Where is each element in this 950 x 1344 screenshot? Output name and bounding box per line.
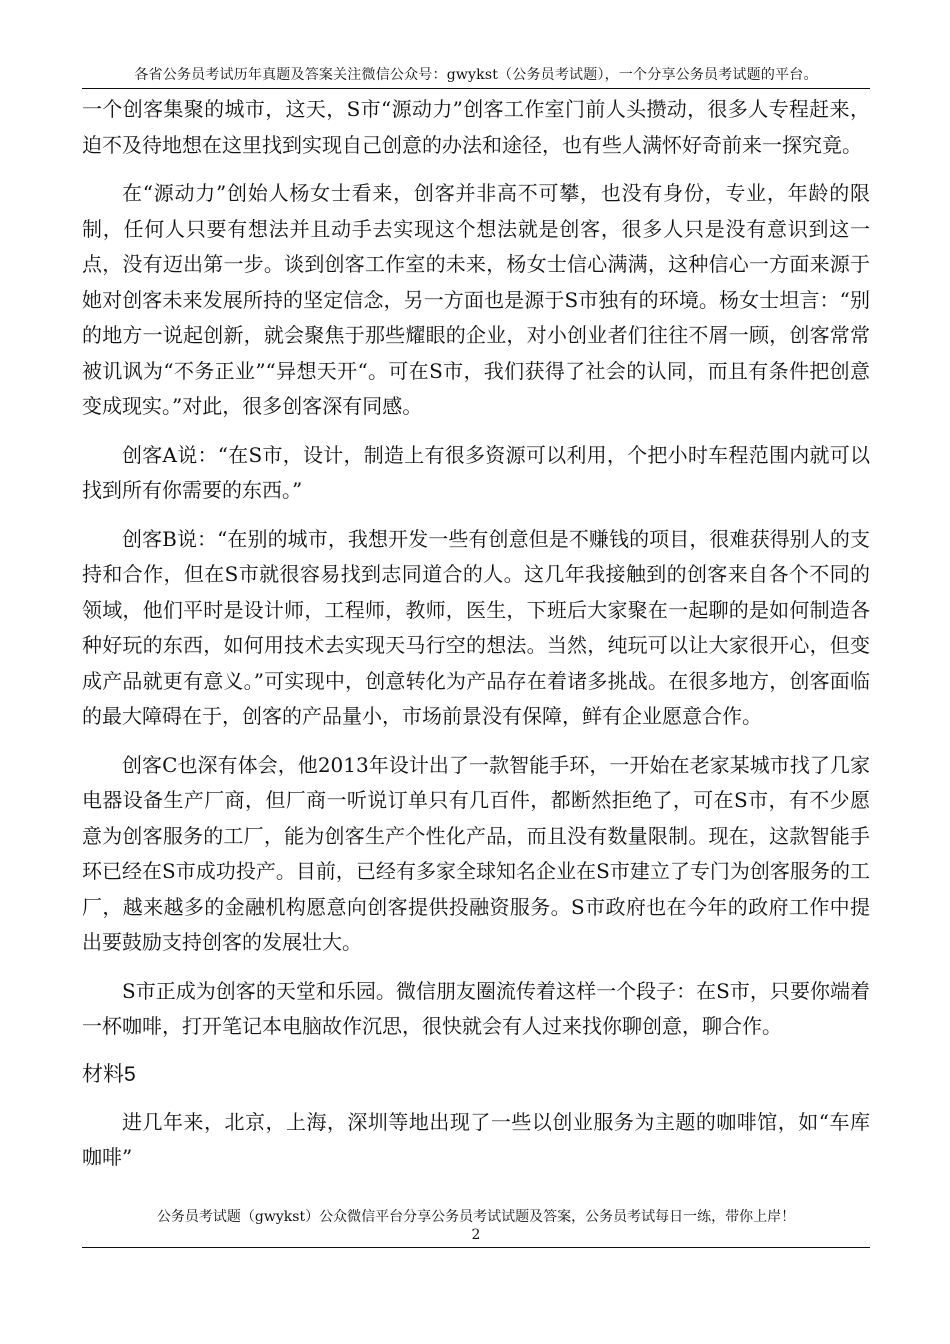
page-footer-text: 公务员考试题（gwykst）公众微信平台分享公务员考试试题及答案，公务员考试每日一练，带你上岸！ bbox=[156, 1209, 796, 1225]
document-body bbox=[82, 92, 870, 1176]
paragraph-5: 创客C也深有体会，他2013年设计出了一款智能手环，一开始在老家某城市找了几家电器设备生产厂商，但厂商一听说订单只有几百件，都断然拒绝了，可在S市，有不少愿意为创客服务的工厂，能为创客生产个性化产品，而且没有数量限制。现在，这款智能手环已经在S市成功投产。目前，已经有多家全球知名企业在S市建立了专门为创客服务的工厂，越来越多的金融机构愿意向创客提供投融资服务。S市政府也在今年的政府工作中提出要鼓励支持创客的发展壮大。 bbox=[82, 752, 870, 954]
page-number: 2 bbox=[471, 1227, 481, 1243]
paragraph-7: 进几年来，北京，上海，深圳等地出现了一些以创业服务为主题的咖啡馆，如“车库咖啡” bbox=[82, 1109, 870, 1169]
paragraph-2: 在“源动力”创始人杨女士看来，创客并非高不可攀，也没有身份，专业，年龄的限制，任何人只要有想法并且动手去实现这个想法就是创客，很多人只是没有意识到这一点，没有迈出第一步。谈到创客工作室的未来，杨女士信心满满，这种信心一方面来源于她对创客未来发展所持的坚定信念，另一方面也是源于S市独有的环境。杨女士坦言：“别的地方一说起创新，就会聚焦于那些耀眼的企业，对小创业者们往往不屑一顾，创客常常被讥讽为“不务正业”“异想天开“。可在S市，我们获得了社会的认同，而且有条件把创意变成现实。”对此，很多创客深有同感。 bbox=[82, 181, 870, 418]
header-divider bbox=[82, 88, 870, 89]
page-header-text: 各省公务员考试历年真题及答案关注微信公众号：gwykst（公务员考试题），一个分享公务员考试题的平台。 bbox=[134, 67, 818, 83]
section-heading: 材料5 bbox=[82, 1062, 136, 1086]
paragraph-1: 一个创客集聚的城市，这天，S市“源动力”创客工作室门前人头攒动，很多人专程赶来，迫不及待地想在这里找到实现自己创意的办法和途径，也有些人满怀好奇前来一探究竟。 bbox=[82, 97, 870, 157]
footer-divider bbox=[82, 1247, 870, 1248]
paragraph-4: 创客B说：“在别的城市，我想开发一些有创意但是不赚钱的项目，很难获得别人的支持和合作，但在S市就很容易找到志同道合的人。这几年我接触到的创客来自各个不同的领域，他们平时是设计师，工程师，教师，医生，下班后大家聚在一起聊的是如何制造各种好玩的东西，如何用技术去实现天马行空的想法。当然，纯玩可以让大家很开心，但变成产品就更有意义。”可实现中，创意转化为产品存在着诸多挑战。在很多地方，创客面临的最大障碍在于，创客的产品量小，市场前景没有保障，鲜有企业愿意合作。 bbox=[82, 526, 870, 728]
paragraph-6: S市正成为创客的天堂和乐园。微信朋友圈流传着这样一个段子：在S市，只要你端着一杯咖啡，打开笔记本电脑故作沉思，很快就会有人过来找你聊创意，聊合作。 bbox=[82, 978, 870, 1038]
paragraph-3: 创客A说：“在S市，设计，制造上有很多资源可以利用，个把小时车程范围内就可以找到所有你需要的东西。” bbox=[82, 442, 870, 502]
